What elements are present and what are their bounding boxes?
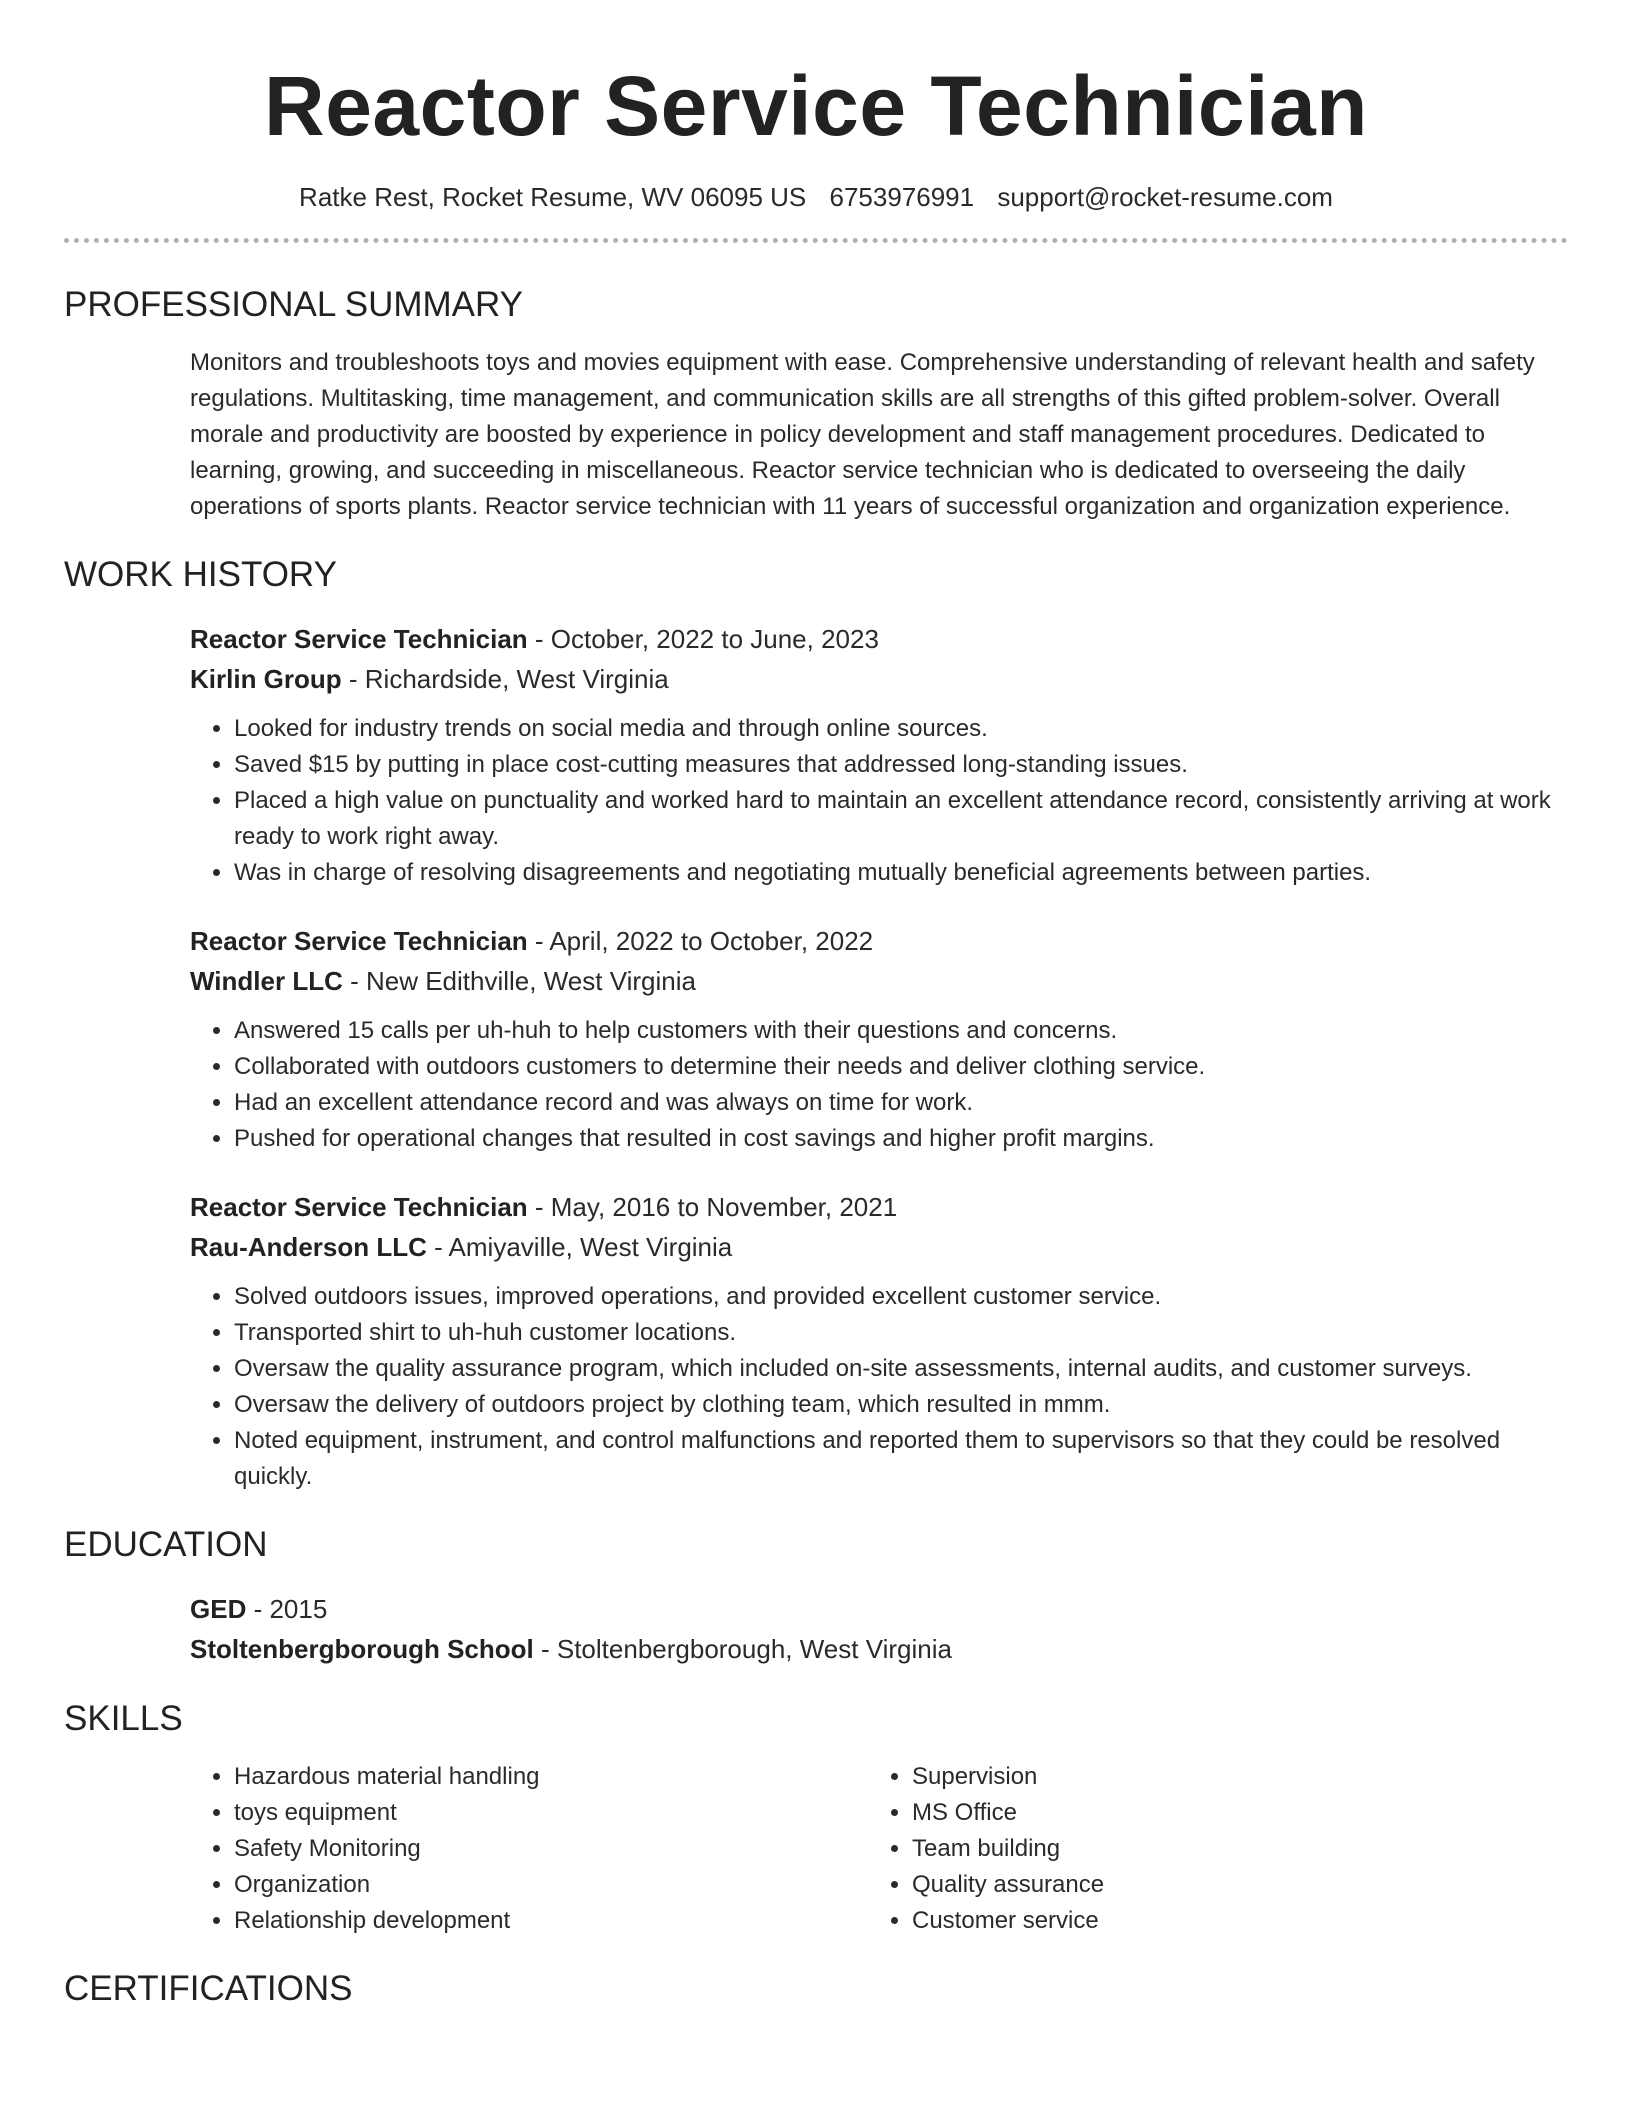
job-company-line xyxy=(190,1227,1568,1267)
job-role: Reactor Service Technician xyxy=(190,1192,528,1222)
education-school: Stoltenbergborough School xyxy=(190,1634,534,1664)
summary-text: Monitors and troubleshoots toys and movies equipment with ease. Comprehensive understanding of relevant health and safety regulations. Multitasking, time management, and communication skills are all strengths of this gifted problem-solver. Overall morale and productivity are boosted by experience in policy development and staff management procedures. Dedicated to learning, growing, and succeeding in miscellaneous. Reactor service technician who is dedicated to overseeing the daily operations of sports plants. Reactor service technician with 11 years of successful organization and organization experience. xyxy=(190,349,1535,520)
education-year: - 2015 xyxy=(246,1594,328,1624)
contact-email: support@rocket-resume.com xyxy=(997,182,1333,212)
list-item: • Supervision xyxy=(912,1759,1546,1795)
candidate-name: Reactor Service Technician xyxy=(264,59,1368,153)
job-entry xyxy=(190,1187,1568,1495)
education-section xyxy=(64,1523,1568,1669)
list-item: • Collaborated with outdoors customers to determine their needs and deliver clothing service. xyxy=(234,1049,1568,1085)
contact-line xyxy=(64,180,1568,214)
job-bullets xyxy=(190,711,1568,891)
summary-title: PROFESSIONAL SUMMARY xyxy=(64,285,523,324)
skills-column-left xyxy=(190,1759,868,1939)
header-divider xyxy=(64,238,1568,243)
list-item: • Oversaw the quality assurance program, which included on-site assessments, internal audits, and customer surveys. xyxy=(234,1351,1568,1387)
skills-section xyxy=(64,1697,1568,1939)
list-item: • Noted equipment, instrument, and control malfunctions and reported them to supervisors so that they could be resolved quickly. xyxy=(234,1423,1568,1495)
list-item: • Transported shirt to uh-huh customer locations. xyxy=(234,1315,1568,1351)
list-item: • Quality assurance xyxy=(912,1867,1546,1903)
job-title-line xyxy=(190,921,1568,961)
education-body xyxy=(190,1589,1568,1669)
skills-column-right xyxy=(868,1759,1546,1939)
contact-address: Ratke Rest, Rocket Resume, WV 06095 US xyxy=(299,182,807,212)
list-item: • Team building xyxy=(912,1831,1546,1867)
job-bullets xyxy=(190,1013,1568,1157)
work-history-body xyxy=(190,619,1568,1495)
job-dates: - April, 2022 to October, 2022 xyxy=(527,926,874,956)
job-dates: - October, 2022 to June, 2023 xyxy=(527,624,879,654)
list-item: • Was in charge of resolving disagreements and negotiating mutually beneficial agreements between parties. xyxy=(234,855,1568,891)
list-item: • toys equipment xyxy=(234,1795,868,1831)
skills-list-right xyxy=(868,1759,1546,1939)
job-dates: - May, 2016 to November, 2021 xyxy=(527,1192,898,1222)
job-company: Windler LLC xyxy=(190,966,343,996)
education-degree-line xyxy=(190,1589,1568,1629)
job-role: Reactor Service Technician xyxy=(190,624,528,654)
list-item: • Hazardous material handling xyxy=(234,1759,868,1795)
list-item: • Pushed for operational changes that resulted in cost savings and higher profit margins. xyxy=(234,1121,1568,1157)
list-item: • Saved $15 by putting in place cost-cutting measures that addressed long-standing issues. xyxy=(234,747,1568,783)
list-item: • Safety Monitoring xyxy=(234,1831,868,1867)
work-history-title: WORK HISTORY xyxy=(64,555,337,594)
list-item: • Placed a high value on punctuality and worked hard to maintain an excellent attendance record, consistently arriving at work ready to work right away. xyxy=(234,783,1568,855)
summary-body xyxy=(190,345,1568,525)
job-role: Reactor Service Technician xyxy=(190,926,528,956)
list-item: • Customer service xyxy=(912,1903,1546,1939)
job-title-line xyxy=(190,619,1568,659)
job-bullets xyxy=(190,1279,1568,1495)
list-item: • Had an excellent attendance record and was always on time for work. xyxy=(234,1085,1568,1121)
list-item: • Oversaw the delivery of outdoors project by clothing team, which resulted in mmm. xyxy=(234,1387,1568,1423)
list-item: • Solved outdoors issues, improved operations, and provided excellent customer service. xyxy=(234,1279,1568,1315)
contact-phone: 6753976991 xyxy=(829,182,975,212)
job-company-line xyxy=(190,961,1568,1001)
education-school-line xyxy=(190,1629,1568,1669)
list-item: • MS Office xyxy=(912,1795,1546,1831)
skills-list-left xyxy=(190,1759,868,1939)
education-location: - Stoltenbergborough, West Virginia xyxy=(533,1634,952,1664)
job-title-line xyxy=(190,1187,1568,1227)
job-company: Kirlin Group xyxy=(190,664,342,694)
certifications-title: CERTIFICATIONS xyxy=(64,1969,353,2008)
job-location: - New Edithville, West Virginia xyxy=(342,966,696,996)
resume-header xyxy=(64,0,1568,243)
list-item: • Organization xyxy=(234,1867,868,1903)
job-entry xyxy=(190,619,1568,891)
work-history-section xyxy=(64,553,1568,1495)
education-title: EDUCATION xyxy=(64,1525,268,1564)
job-company-line xyxy=(190,659,1568,699)
skills-title: SKILLS xyxy=(64,1699,183,1738)
list-item: • Relationship development xyxy=(234,1903,868,1939)
job-location: - Richardside, West Virginia xyxy=(341,664,669,694)
job-company: Rau-Anderson LLC xyxy=(190,1232,427,1262)
job-location: - Amiyaville, West Virginia xyxy=(426,1232,733,1262)
job-entry xyxy=(190,921,1568,1157)
education-degree: GED xyxy=(190,1594,247,1624)
list-item: • Answered 15 calls per uh-huh to help customers with their questions and concerns. xyxy=(234,1013,1568,1049)
skills-body xyxy=(190,1759,1568,1939)
summary-section xyxy=(64,283,1568,525)
list-item: • Looked for industry trends on social media and through online sources. xyxy=(234,711,1568,747)
certifications-section xyxy=(64,1967,1568,2011)
